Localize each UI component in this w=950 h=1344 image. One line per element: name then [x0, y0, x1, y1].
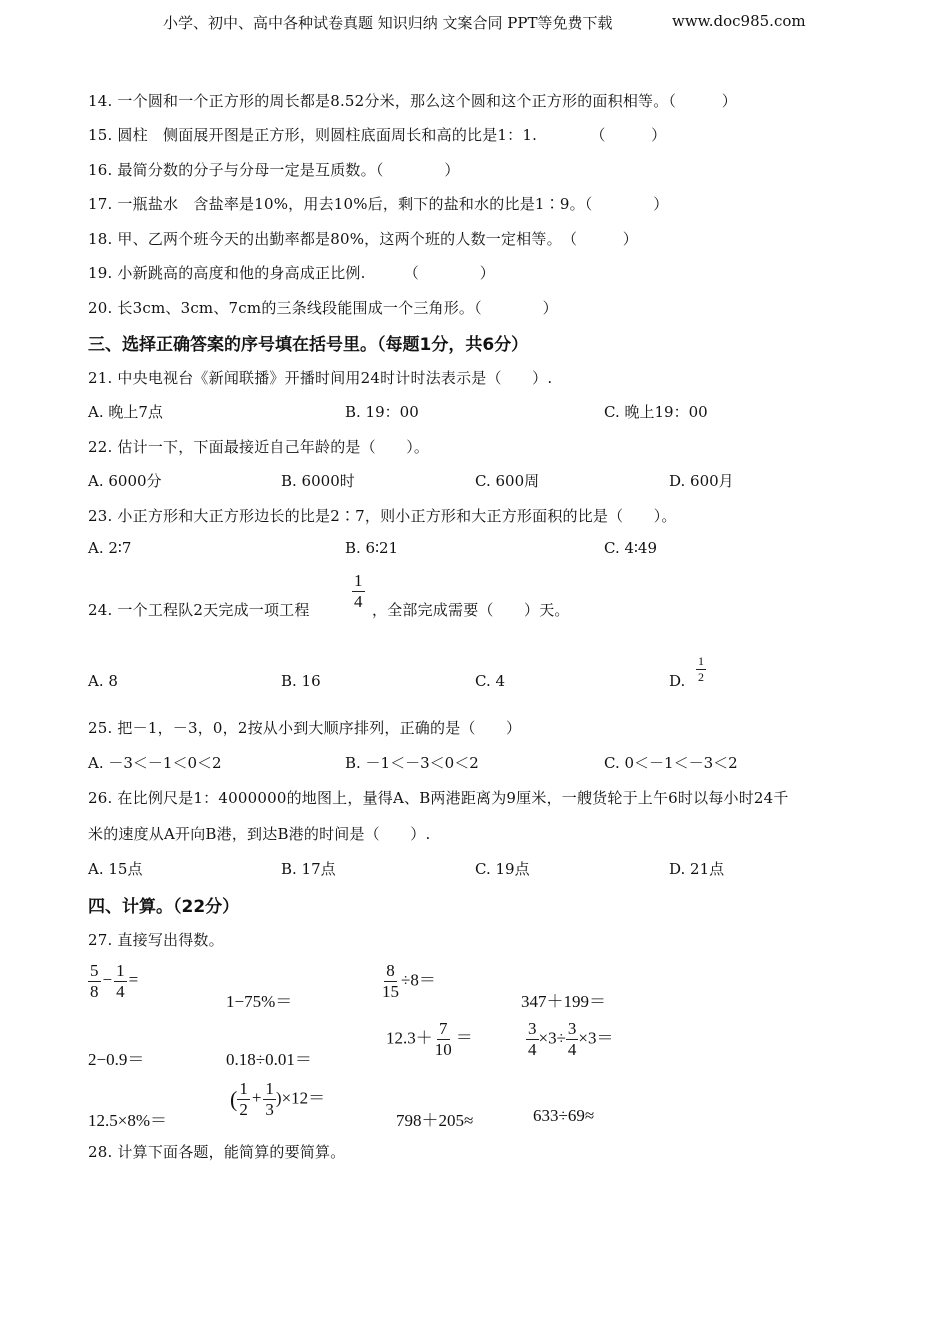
calc-expr-11: 798＋205≈: [396, 1111, 474, 1130]
q26-option-b: B. 17点: [281, 860, 336, 878]
calc-expr-4: 347＋199＝: [521, 992, 606, 1011]
q23-option-b: B. 6∶21: [345, 539, 399, 557]
calc8-tail: ×3＝: [578, 1028, 614, 1048]
question-17: 17. 一瓶盐水 含盐率是10%，用去10%后，剩下的盐和水的比是1∶9。（ ）: [88, 195, 669, 213]
q22-option-d: D. 600月: [669, 472, 734, 490]
question-19: 19. 小新跳高的高度和他的身高成正比例. （ ）: [88, 264, 495, 282]
calc7-lead: 12.3＋: [386, 1028, 433, 1048]
q23-option-a: A. 2∶7: [88, 539, 132, 557]
q24-option-c: C. 4: [475, 672, 506, 690]
question-16: 16. 最简分数的分子与分母一定是互质数。（ ）: [88, 161, 460, 179]
question-18: 18. 甲、乙两个班今天的出勤率都是80%，这两个班的人数一定相等。 （ ）: [88, 230, 638, 248]
q24-option-d-fraction: [696, 655, 706, 683]
q24-fraction-num: 1: [354, 571, 363, 590]
q22-option-c: C. 600周: [475, 472, 540, 490]
section-4-title: 四、计算。（22分）: [88, 897, 240, 917]
calc7-eq: ＝: [455, 1028, 473, 1048]
calc3-frac-num: 8: [386, 961, 395, 980]
question-26-line2: 米的速度从A开向B港，到达B港的时间是（ ）.: [88, 825, 431, 843]
q24-fraction-den: 4: [354, 591, 363, 611]
calc-expr-8: [526, 1020, 614, 1059]
calc1-frac2-num: 1: [116, 961, 125, 980]
question-28: 28. 计算下面各题，能简算的要简算。: [88, 1143, 346, 1161]
calc10-frac2-den: 3: [265, 1099, 274, 1119]
q26-option-c: C. 19点: [475, 860, 530, 878]
calc-expr-3: [380, 962, 436, 1001]
calc10-frac1-num: 1: [239, 1079, 248, 1098]
header-banner: 小学、初中、高中各种试卷真题 知识归纳 文案合同 PPT等免费下载: [163, 14, 613, 32]
question-21: 21. 中央电视台《新闻联播》开播时间用24时计时法表示是（ ）.: [88, 369, 553, 387]
calc3-rest: ÷8＝: [401, 970, 436, 990]
calc-expr-6: 0.18÷0.01＝: [226, 1050, 312, 1069]
question-23: 23. 小正方形和大正方形边长的比是2∶7，则小正方形和大正方形面积的比是（ ）。: [88, 507, 677, 525]
question-14: 14. 一个圆和一个正方形的周长都是8.52分米，那么这个圆和这个正方形的面积相等。（ ）: [88, 92, 737, 110]
calc3-frac-den: 15: [382, 981, 399, 1001]
question-25: 25. 把－1，－3，0，2按从小到大顺序排列，正确的是（ ）: [88, 719, 522, 737]
calc-expr-10: [230, 1080, 325, 1119]
q25-option-b: B. －1＜－3＜0＜2: [345, 754, 479, 772]
question-26-line1: 26. 在比例尺是1：4000000的地图上，量得A、B两港距离为9厘米，一艘货轮于上午6时以每小时24千: [88, 789, 789, 807]
calc7-frac-num: 7: [439, 1019, 448, 1038]
q24-option-b: B. 16: [281, 672, 321, 690]
calc1-op: −: [102, 970, 113, 990]
calc8-mid: ×3÷: [538, 1028, 566, 1048]
calc1-frac1-den: 8: [90, 981, 99, 1001]
q24-option-a: A. 8: [88, 672, 118, 690]
calc1-frac2-den: 4: [116, 981, 125, 1001]
q26-option-d: D. 21点: [669, 860, 725, 878]
calc10-plus: +: [251, 1088, 262, 1108]
calc10-open: (: [230, 1086, 238, 1112]
q24-option-d-num: 1: [698, 654, 704, 668]
calc1-frac1-num: 5: [90, 961, 99, 980]
q21-option-a: A. 晚上7点: [88, 403, 163, 421]
question-27: 27. 直接写出得数。: [88, 931, 224, 949]
q26-option-a: A. 15点: [88, 860, 143, 878]
question-15: 15. 圆柱 侧面展开图是正方形，则圆柱底面周长和高的比是1：1. （ ）: [88, 126, 667, 144]
calc8-frac1-den: 4: [528, 1039, 537, 1059]
q25-option-a: A. －3＜－1＜0＜2: [88, 754, 222, 772]
calc1-eq: =: [128, 970, 139, 990]
calc-expr-2: 1−75%＝: [226, 992, 293, 1011]
q23-option-c: C. 4∶49: [604, 539, 658, 557]
calc8-frac2-den: 4: [567, 1039, 577, 1059]
q22-option-b: B. 6000时: [281, 472, 355, 490]
q22-option-a: A. 6000分: [88, 472, 162, 490]
calc-expr-7: [386, 1020, 475, 1059]
question-22: 22. 估计一下，下面最接近自己年龄的是（ ）。: [88, 438, 430, 456]
header-site: www.doc985.com: [672, 12, 806, 30]
q21-option-b: B. 19：00: [345, 403, 419, 421]
section-3-title: 三、选择正确答案的序号填在括号里。（每题1分，共6分）: [88, 335, 529, 355]
q24-option-d: D.: [669, 672, 686, 690]
q21-option-c: C. 晚上19：00: [604, 403, 708, 421]
calc8-frac1-num: 3: [528, 1019, 537, 1038]
calc-expr-5: 2−0.9＝: [88, 1050, 145, 1069]
question-24-lead: 24. 一个工程队2天完成一项工程: [88, 601, 310, 619]
question-24-tail: ，全部完成需要（ ）天。: [372, 601, 570, 619]
calc-expr-1: [88, 962, 140, 1001]
calc10-tail: )×12＝: [275, 1088, 326, 1108]
q25-option-c: C. 0＜－1＜－3＜2: [604, 754, 738, 772]
q24-option-d-den: 2: [698, 669, 704, 684]
calc8-frac2-num: 3: [567, 1019, 577, 1038]
calc7-frac-den: 10: [434, 1039, 452, 1059]
calc10-frac2-num: 1: [265, 1079, 274, 1098]
calc-expr-9: 12.5×8%＝: [88, 1111, 167, 1130]
q24-fraction: [352, 572, 365, 611]
question-20: 20. 长3cm、3cm、7cm的三条线段能围成一个三角形。（ ）: [88, 299, 558, 317]
calc10-frac1-den: 2: [239, 1099, 248, 1119]
calc-expr-12: 633÷69≈: [533, 1106, 595, 1125]
